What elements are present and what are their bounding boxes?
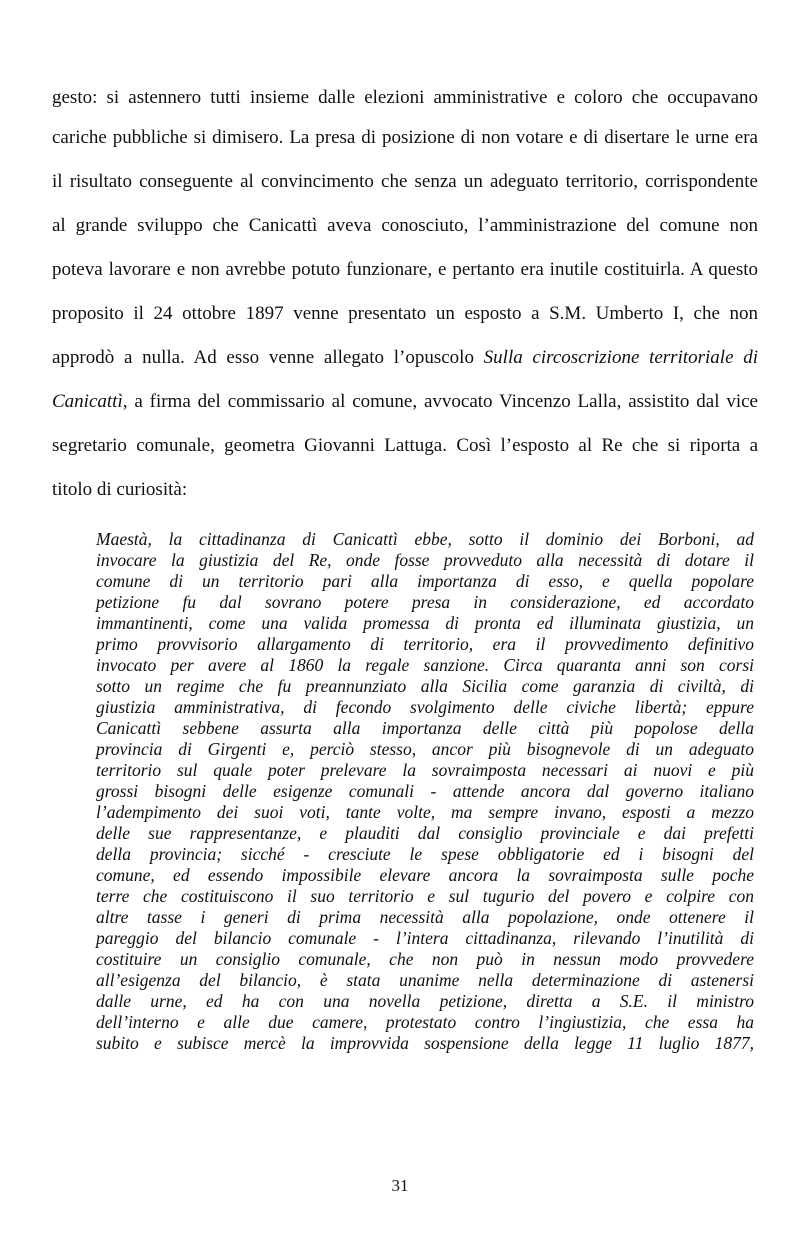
body-line: titolo di curiosità: xyxy=(52,479,188,500)
quote-line: della provincia; sicché - cresciute le spese obbligatorie ed i bisogni del xyxy=(96,844,754,864)
body-text: , a firma del commissario al comune, avvocato Vincenzo Lalla, assistito dal vice xyxy=(122,391,758,412)
quote-line: costituire un consiglio comunale, che non può in nessun modo provvedere xyxy=(96,949,754,969)
quote-line: altre tasse i generi di prima necessità alla popolazione, onde ottenere il xyxy=(96,907,754,927)
quote-line: l’adempimento dei suoi voti, tante volte, ma sempre invano, esposti a mezzo xyxy=(96,802,754,822)
body-text: approdò a nulla. Ad esso venne allegato l’opuscolo xyxy=(52,347,484,368)
quote-line: invocare la giustizia del Re, onde fosse provveduto alla necessità di dotare il xyxy=(96,550,754,570)
quote-line: Canicattì sebbene assurta alla importanza delle città più popolose della xyxy=(96,718,754,738)
quote-line: territorio sul quale poter prelevare la sovraimposta necessari ai nuovi e più xyxy=(96,760,754,780)
opuscolo-title-part1: Sulla circoscrizione territoriale di xyxy=(483,347,758,368)
quote-line: immantinenti, come una valida promessa di pronta ed illuminata giustizia, un xyxy=(96,613,754,633)
quote-line: primo provvisorio allargamento di territorio, era il provvedimento definitivo xyxy=(96,634,754,654)
quote-line: provincia di Girgenti e, perciò stesso, ancor più bisognevole di un adeguato xyxy=(96,739,754,759)
quote-line: all’esigenza del bilancio, è stata unanime nella determinazione di astenersi xyxy=(96,970,754,990)
body-line xyxy=(52,390,758,414)
body-line: segretario comunale, geometra Giovanni Lattuga. Così l’esposto al Re che si riporta a xyxy=(52,435,758,456)
body-line: proposito il 24 ottobre 1897 venne presentato un esposto a S.M. Umberto I, che non xyxy=(52,303,758,324)
body-line: cariche pubbliche si dimisero. La presa di posizione di non votare e di disertare le urne era xyxy=(52,127,758,148)
quote-line: invocato per avere al 1860 la regale sanzione. Circa quaranta anni son corsi xyxy=(96,655,754,675)
quote-line: dalle urne, ed ha con una novella petizione, diretta a S.E. il ministro xyxy=(96,991,754,1011)
body-line: gesto: si astennero tutti insieme dalle elezioni amministrative e coloro che occupavano xyxy=(52,87,758,108)
quote-line: pareggio del bilancio comunale - l’intera cittadinanza, rilevando l’inutilità di xyxy=(96,928,754,948)
page-number: 31 xyxy=(391,1176,409,1195)
quote-line: comune, ed essendo impossibile elevare ancora la sovraimposta sulle poche xyxy=(96,865,754,885)
opuscolo-title-part2: Canicattì xyxy=(52,391,123,412)
quote-line: giustizia amministrativa, di fecondo svolgimento delle civiche libertà; eppure xyxy=(96,697,754,717)
quote-line: sotto un regime che fu preannunziato alla Sicilia come garanzia di civiltà, di xyxy=(96,676,754,696)
quote-line: dell’interno e alle due camere, protestato contro l’ingiustizia, che essa ha xyxy=(96,1012,754,1032)
quote-line: petizione fu dal sovrano potere presa in considerazione, ed accordato xyxy=(96,592,754,612)
quote-line: comune di un territorio pari alla importanza di esso, e quella popolare xyxy=(96,571,754,591)
body-line xyxy=(52,346,758,370)
quote-line: Maestà, la cittadinanza di Canicattì ebbe, sotto il dominio dei Borboni, ad xyxy=(96,529,754,549)
quote-line: subito e subisce mercè la improvvida sospensione della legge 11 luglio 1877, xyxy=(96,1033,754,1053)
quote-line: delle sue rappresentanze, e plauditi dal consiglio provinciale e dai prefetti xyxy=(96,823,754,843)
body-line: al grande sviluppo che Canicattì aveva conosciuto, l’amministrazione del comune non xyxy=(52,215,758,236)
body-line: il risultato conseguente al convincimento che senza un adeguato territorio, corrispondente xyxy=(52,171,758,192)
body-line: poteva lavorare e non avrebbe potuto funzionare, e pertanto era inutile costituirla. A questo xyxy=(52,259,758,280)
quote-line: grossi bisogni delle esigenze comunali - attende ancora dal governo italiano xyxy=(96,781,754,801)
quote-line: terre che costituiscono il suo territorio e sul tugurio del povero e colpire con xyxy=(96,886,754,906)
